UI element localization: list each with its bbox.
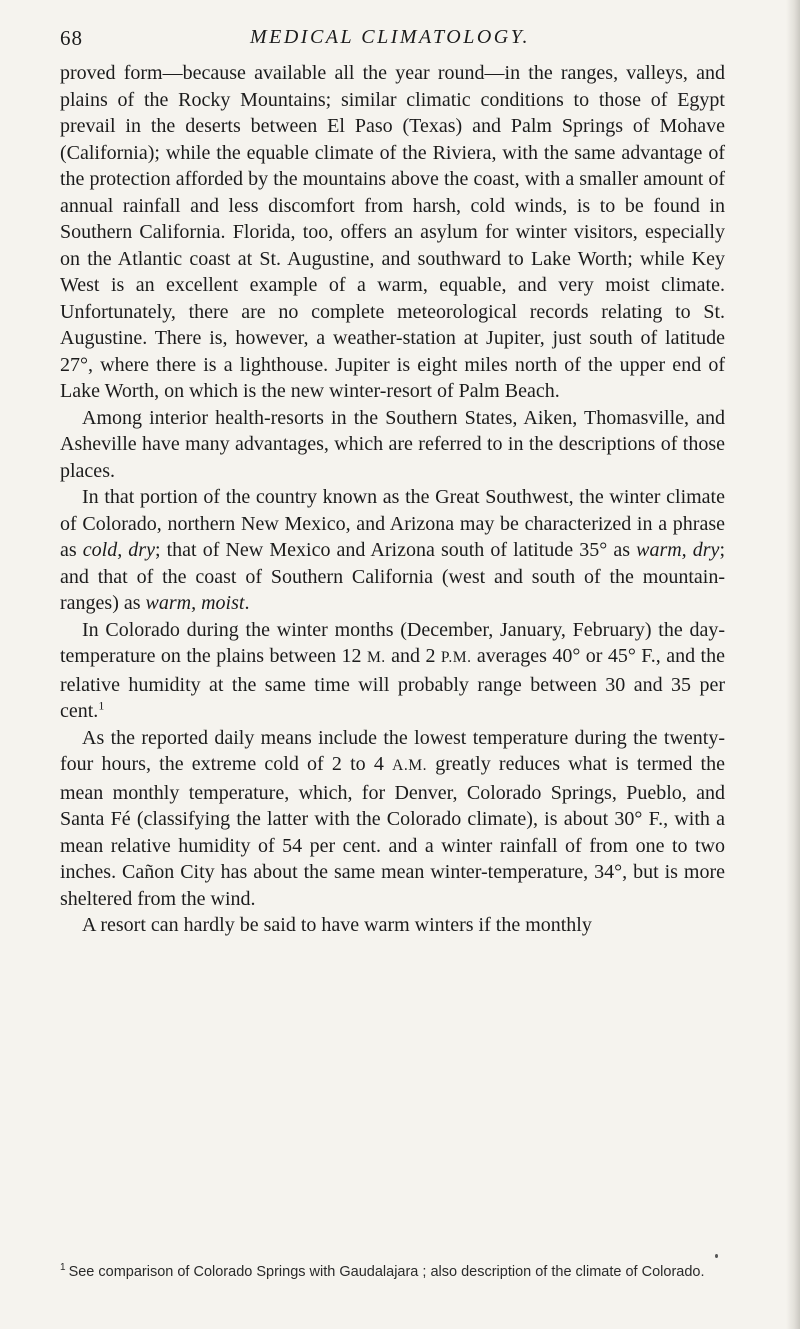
footnote-marker: 1 [60, 1262, 66, 1274]
p5-text-a: As the reported daily means include the lowest temperature during the twenty-four hours, the extreme cold of 2 to 4 [60, 726, 725, 775]
footnote-text: See comparison of Colorado Springs with Gaudalajara ; also description of the climate of Colorado. [68, 1264, 705, 1280]
p5-text-c: greatly reduces what is termed the mean monthly temperature, which, for Denver, Colorado Springs, Pueblo, and Santa Fé (classifying the latter with the Colorado climate), is about 30° F., with a mean relative humidity of 54 per cent. and a winter rainfall of from one to two inches. Cañon City has about the same mean winter-temperature, 34°, but is more sheltered from the wind. [60, 753, 725, 910]
p5-am-abbrev: A.M. [392, 757, 427, 774]
p4-pm-abbrev: P.M. [440, 649, 472, 666]
paragraph-2: Among interior health-resorts in the Southern States, Aiken, Thomasville, and Asheville have many advantages, which are referred to in the descriptions of those places. [60, 406, 725, 482]
p3-text-g: . [244, 592, 250, 614]
p3-emphasis-cold-dry: cold, dry [82, 539, 155, 561]
footnote [60, 1263, 725, 1282]
running-head: MEDICAL CLIMATOLOGY. [249, 26, 531, 48]
p3-emphasis-warm-dry: warm, dry [636, 539, 720, 561]
p4-text-a: In Colorado during the winter months (December, January, February) the day-temperature on the plains between 12 [60, 618, 725, 667]
p4-text-c: and 2 [385, 645, 441, 667]
page-edge-shadow [786, 0, 800, 1329]
paragraph-1: proved form—because available all the year round—in the ranges, valleys, and plains of the Rocky Mountains; similar climatic conditions to those of Egypt prevail in the deserts between El Paso (Texas) and Palm Springs of Mohave (California); while the equable climate of the Riviera, with the same advantage of the protection afforded by the mountains above the coast, with a smaller amount of annual rainfall and less discomfort from harsh, cold winds, is to be found in Southern California. Florida, too, offers an asylum for winter visitors, especially on the Atlantic coast at St. Augustine, and southward to Lake Worth; while Key West is an excellent example of a warm, equable, and very moist climate. Unfortunately, there are no complete meteorological records relating to St. Augustine. There is, however, a weather-station at Jupiter, just south of latitude 27°, where there is a lighthouse. Jupiter is eight miles north of the upper end of Lake Worth, on which is the new winter-resort of Palm Beach. [60, 62, 725, 402]
p4-text-e: averages 40° or 45° F., and the relative humidity at the same time will probably range between 30 and 35 per cent. [60, 645, 725, 722]
footnote-reference: 1 [98, 698, 105, 713]
paragraph-6: A resort can hardly be said to have warm winters if the monthly [82, 914, 592, 936]
print-speck [715, 1254, 718, 1258]
p3-emphasis-warm-moist: warm, moist [145, 592, 245, 614]
p3-text-c: ; that of New Mexico and Arizona south of latitude 35° as [154, 539, 637, 561]
paragraph-4 [60, 617, 725, 725]
p4-noon-abbrev: M. [366, 649, 386, 666]
page-header [60, 26, 720, 56]
paragraph-5 [60, 725, 725, 913]
paragraph-3 [60, 484, 725, 617]
body-text [60, 60, 725, 939]
p3-text-e: ; and that of the coast of Southern California (west and south of the mountain-ranges) as [60, 539, 726, 614]
page-number: 68 [60, 26, 83, 50]
p3-text-a: In that portion of the country known as the Great Southwest, the winter climate of Colorado, northern New Mexico, and Arizona may be characterized in a phrase as [60, 486, 725, 561]
